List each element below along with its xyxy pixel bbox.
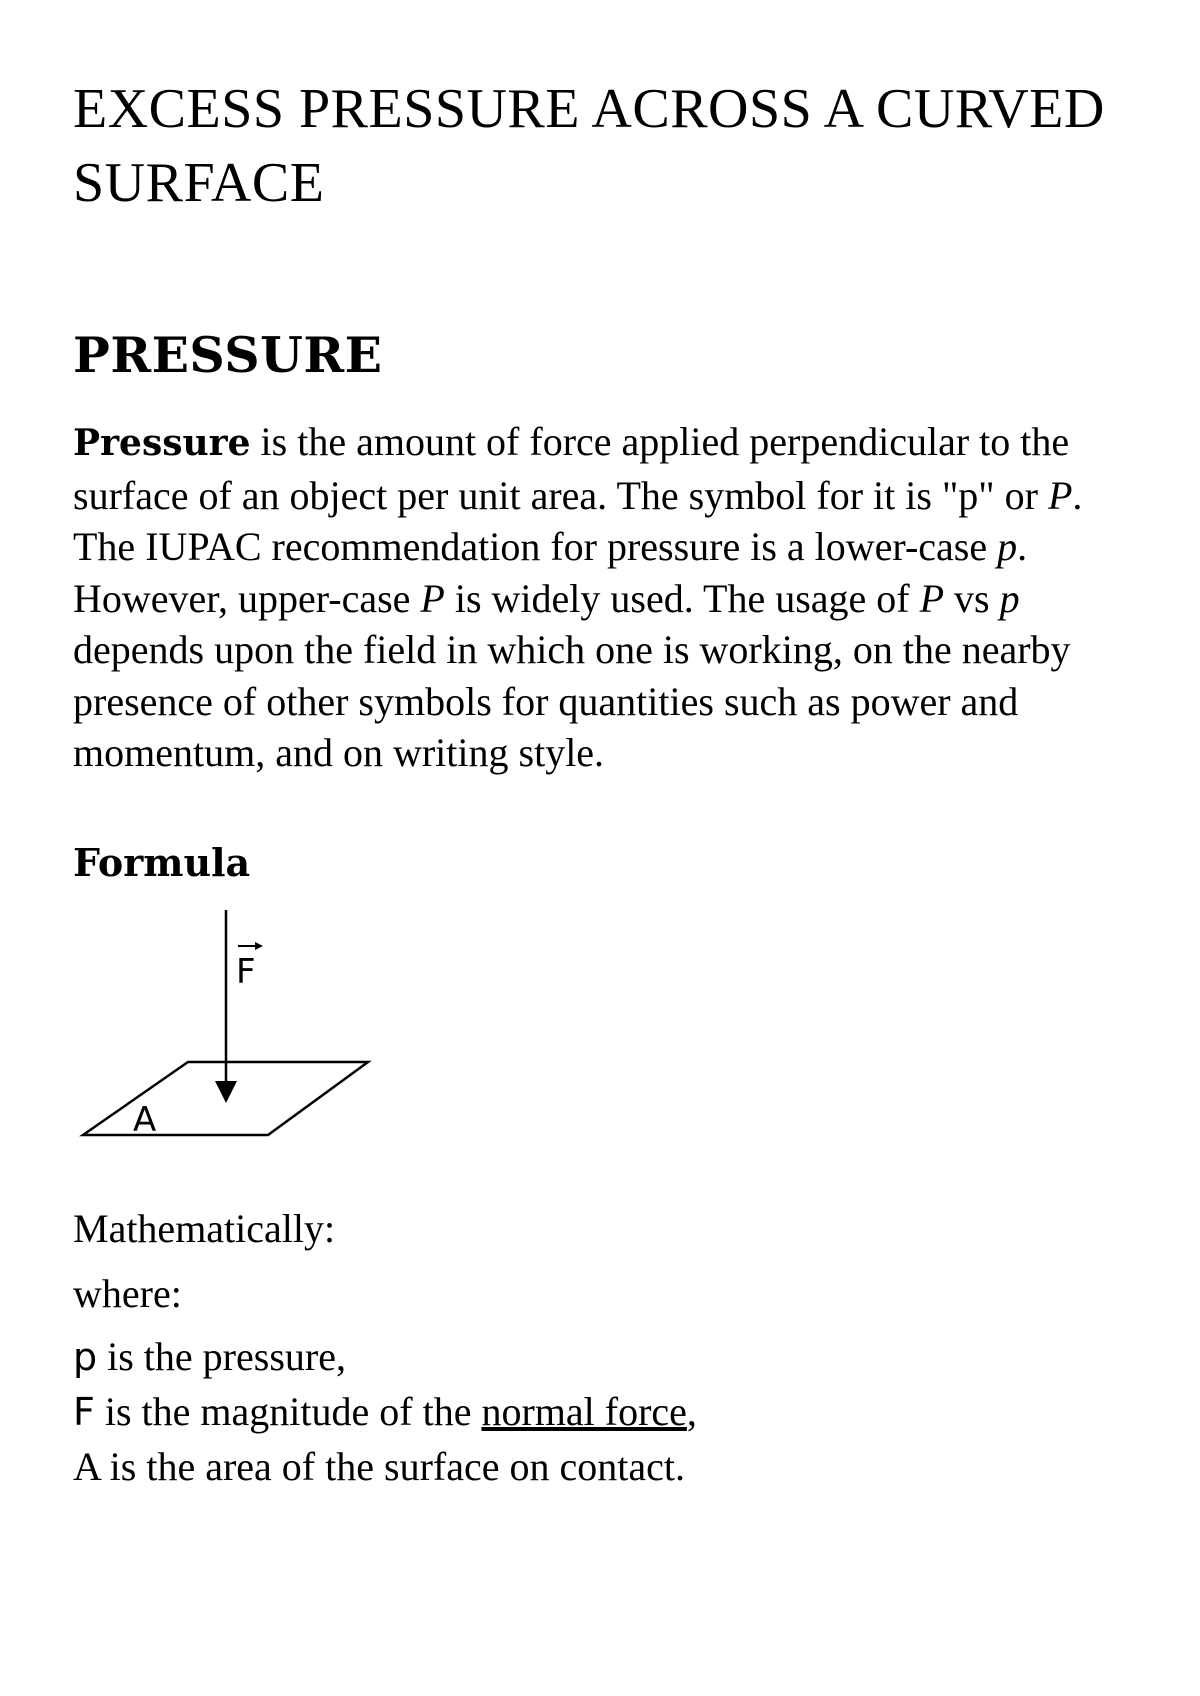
document-title: EXCESS PRESSURE ACROSS A CURVED SURFACE (73, 78, 1105, 214)
symbol-P: P (919, 575, 945, 621)
symbol-P: P (1047, 472, 1073, 518)
formula-heading: Formula (73, 840, 251, 885)
paragraph-text: . However, upper-case (73, 524, 1028, 621)
definition-a: A is the area of the surface on contact. (73, 1444, 685, 1489)
p-symbol: p (73, 1335, 98, 1379)
force-label: F (236, 952, 256, 992)
definition-text: is the magnitude of the (94, 1389, 482, 1434)
paragraph-lead-term: Pressure (73, 422, 251, 464)
normal-force-link[interactable]: normal force (481, 1389, 687, 1434)
paragraph-text: depends upon the field in which one is working, on the nearby presence of other symbols for quantities such as power and momentum, and on writing style. (73, 627, 1071, 775)
pressure-paragraph (73, 416, 1128, 779)
paragraph-text: vs (944, 575, 1000, 621)
vector-bar-tip (255, 942, 263, 950)
force-area-diagram (73, 905, 393, 1145)
f-symbol: F (73, 1390, 95, 1434)
definition-f (73, 1388, 697, 1435)
where-label: where: (73, 1271, 182, 1316)
area-label: A (133, 1100, 157, 1140)
definition-p (73, 1333, 346, 1380)
definition-text: , (686, 1389, 697, 1434)
paragraph-text: is widely used. The usage of (444, 575, 920, 621)
section-heading: PRESSURE (73, 326, 383, 384)
mathematically-label: Mathematically: (73, 1206, 336, 1251)
symbol-p: p (997, 524, 1018, 569)
paragraph-text: is the amount of force applied perpendicular to the surface of an object per unit area. The symbol for it is "p" or (73, 419, 1070, 518)
force-arrow-head (215, 1081, 237, 1103)
definition-text: is the pressure, (97, 1334, 346, 1379)
paragraph-text: . The IUPAC recommendation for pressure is a lower-case (73, 472, 1083, 569)
symbol-p: p (999, 575, 1020, 621)
symbol-P: P (420, 575, 445, 621)
